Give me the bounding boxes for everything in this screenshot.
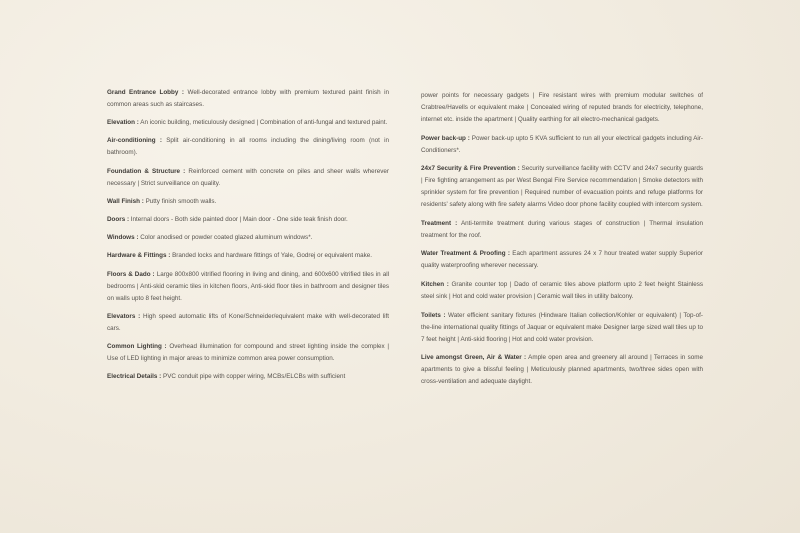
spec-label: Water Treatment & Proofing : [421, 250, 510, 258]
spec-text: Well-decorated entrance lobby with premium textured paint finish in common areas such as staircases. [107, 89, 389, 108]
spec-label: Air-conditioning : [107, 137, 162, 145]
spec-electrical-details-continued [421, 90, 703, 126]
spec-text: Ample open area and greenery all around | Terraces in some apartments to give a blissful feeling | Meticulously planned apartments, two/three sides open with cross-ventilation and adequate daylight. [421, 354, 704, 386]
specifications-left-column [107, 87, 389, 389]
spec-elevators [107, 311, 389, 335]
spec-label: Toilets : [421, 311, 446, 319]
spec-label: Elevators : [107, 312, 141, 320]
spec-common-lighting [107, 341, 389, 365]
spec-toilets [421, 310, 703, 346]
spec-air-conditioning [107, 135, 389, 159]
spec-doors [107, 214, 389, 226]
spec-label: Floors & Dado : [107, 270, 155, 278]
spec-water-treatment-proofing [421, 248, 703, 272]
spec-power-backup [421, 133, 703, 157]
spec-text: Color anodised or powder coated glazed aluminum windows*. [140, 234, 313, 242]
spec-text: An iconic building, meticulously designed | Combination of anti-fungal and textured paint. [140, 119, 388, 127]
spec-text: Security surveillance facility with CCTV and 24x7 security guards | Fire fighting arrangement as per West Bengal Fire Service recommendation | Smoke detectors with sprinkler system for fire prevention | Required number of evacuation points and refuge platforms for residents' safety along with fire safety alarms Video door phone facility coupled with intercom system. [421, 165, 704, 209]
spec-label: Live amongst Green, Air & Water : [421, 354, 527, 362]
spec-text: power points for necessary gadgets | Fire resistant wires with premium modular switches of Crabtree/Havells or equivalent make | Concealed wiring of reputed brands for electricity, telephone, internet etc. inside the apartment | Quality earthing for all electro-mechanical gadgets. [421, 92, 703, 123]
spec-text: Split air-conditioning in all rooms including the dining/living room (not in bathroom). [107, 137, 390, 157]
spec-label: 24x7 Security & Fire Prevention : [421, 165, 520, 173]
spec-kitchen [421, 279, 703, 303]
spec-windows [107, 232, 389, 244]
spec-text: Large 800x800 vitrified flooring in living and dining, and 600x600 vitrified tiles in all bedrooms | Anti-skid ceramic tiles in kitchen floors, Anti-skid floor tiles in bathroom and designer tiles on walls upto 8 feet height. [107, 270, 389, 302]
spec-label: Doors : [107, 215, 130, 223]
spec-text: Branded locks and hardware fittings of Yale, Godrej or equivalent make. [172, 252, 373, 260]
spec-label: Common Lighting : [107, 342, 167, 350]
spec-label: Windows : [107, 234, 139, 242]
spec-text: Each apartment assures 24 x 7 hour treated water supply Superior quality waterproofing wherever necessary. [421, 250, 704, 270]
spec-label: Power back-up : [421, 134, 470, 142]
spec-text: Reinforced cement with concrete on piles and sheer walls wherever necessary | Strict surveillance on quality. [107, 167, 389, 187]
spec-text: Internal doors - Both side painted door | Main door - One side teak finish door. [130, 215, 348, 223]
spec-label: Wall Finish : [107, 197, 144, 205]
spec-text: Putty finish smooth walls. [145, 197, 217, 205]
spec-hardware-fittings [107, 250, 389, 262]
spec-label: Kitchen : [421, 280, 449, 288]
spec-wall-finish [107, 196, 389, 208]
spec-treatment [421, 218, 703, 242]
spec-label: Electrical Details : [107, 373, 162, 381]
spec-text: Granite counter top | Dado of ceramic tiles above platform upto 2 feet height Stainless steel sink | Hot and cold water provision | Ceramic wall tiles in utility balcony. [421, 280, 704, 300]
spec-grand-entrance-lobby [107, 87, 389, 111]
specifications-right-column [421, 90, 703, 395]
spec-floors-dado [107, 269, 389, 305]
spec-text: Overhead illumination for compound and street lighting inside the complex | Use of LED lighting in major areas to minimize common area power consumption. [107, 342, 390, 362]
spec-electrical-details [107, 371, 389, 383]
spec-label: Grand Entrance Lobby : [107, 89, 184, 96]
spec-foundation-structure [107, 166, 389, 190]
spec-label: Foundation & Structure : [107, 167, 186, 175]
spec-label: Treatment : [421, 219, 458, 227]
spec-text: Water efficient sanitary fixtures (Hindware Italian collection/Kohler or equivalent) | Top-of-the-line international quality fittings of Jaquar or equivalent make Designer large sized wall tiles up to 7 feet height | Anti-skid flooring | Hot and cold water provision. [421, 311, 703, 343]
spec-live-amongst-green [421, 352, 703, 388]
spec-label: Hardware & Fittings : [107, 252, 171, 260]
spec-text: Power back-up upto 5 KVA sufficient to run all your electrical gadgets including Air-Conditioners*. [421, 134, 704, 154]
spec-text: PVC conduit pipe with copper wiring, MCBs/ELCBs with sufficient [163, 373, 346, 381]
spec-text: Anti-termite treatment during various stages of construction | Thermal insulation treatment for the roof. [421, 219, 703, 239]
spec-elevation [107, 117, 389, 129]
spec-label: Elevation : [107, 119, 139, 127]
spec-security-fire-prevention [421, 163, 703, 211]
spec-text: High speed automatic lifts of Kone/Schneider/equivalent make with well-decorated lift cars. [107, 312, 390, 332]
